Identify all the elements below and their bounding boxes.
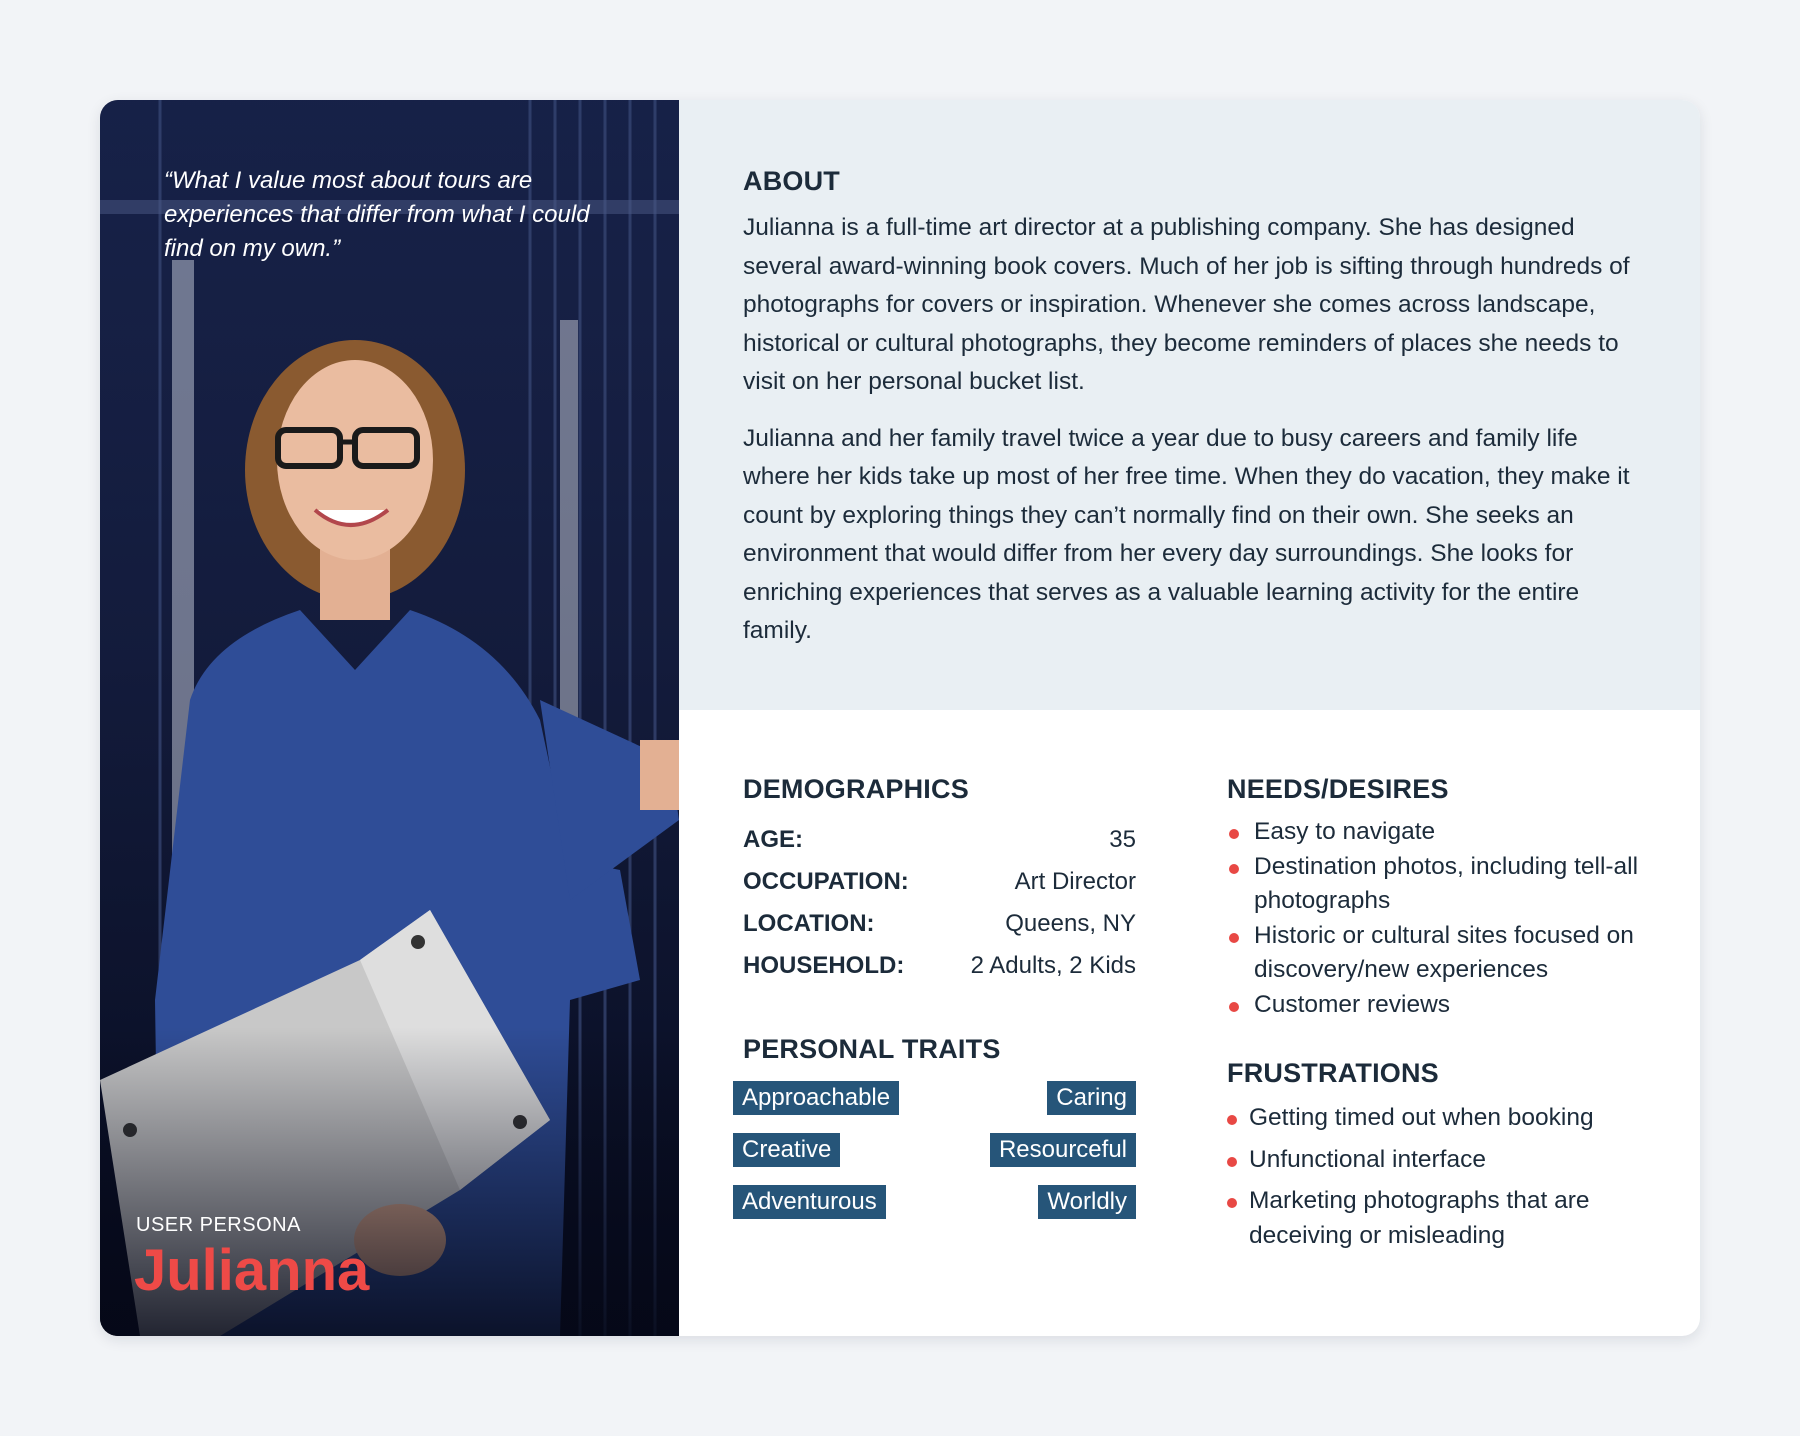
needs-desires-section <box>1227 774 1647 1022</box>
needs-list-item: Easy to navigate <box>1227 815 1647 850</box>
demographics-row-age <box>743 819 1136 861</box>
trait-tag: Caring <box>1047 1081 1136 1115</box>
demographics-value: 35 <box>1109 826 1136 853</box>
needs-list-item: Historic or cultural sites focused on discovery/new experiences <box>1227 919 1647 988</box>
needs-list-item: Customer reviews <box>1227 988 1647 1023</box>
needs-list-item: Destination photos, including tell-all photographs <box>1227 850 1647 919</box>
needs-desires-heading: NEEDS/DESIRES <box>1227 774 1449 804</box>
demographics-section <box>743 774 1136 987</box>
frustrations-section <box>1227 1058 1647 1260</box>
demographics-label: LOCATION: <box>743 910 875 937</box>
about-paragraph: Julianna is a full-time art director at a publishing company. She has designed several award-winning book covers. Much of her job is sifting through hundreds of photographs for covers or inspiration. Whenever she comes across landscape, historical or cultural photographs, they become reminders of places she needs to visit on her personal bucket list. <box>743 214 1630 395</box>
personal-traits-heading: PERSONAL TRAITS <box>743 1034 1001 1064</box>
frustrations-list-item: Marketing photographs that are deceiving or misleading <box>1227 1184 1647 1253</box>
demographics-heading: DEMOGRAPHICS <box>743 774 969 804</box>
trait-tag: Approachable <box>733 1081 899 1115</box>
trait-tag: Creative <box>733 1133 840 1167</box>
about-heading: ABOUT <box>743 166 840 196</box>
demographics-row-occupation <box>743 861 1136 903</box>
personal-traits-section <box>733 1034 1136 1219</box>
trait-tag: Adventurous <box>733 1185 886 1219</box>
frustrations-heading: FRUSTRATIONS <box>1227 1058 1439 1088</box>
persona-photo <box>100 100 679 1336</box>
demographics-label: HOUSEHOLD: <box>743 952 905 979</box>
persona-name: Julianna <box>134 1238 370 1303</box>
trait-tag: Worldly <box>1038 1185 1136 1219</box>
frustrations-list-item: Getting timed out when booking <box>1227 1101 1647 1136</box>
persona-quote: “What I value most about tours are experiences that differ from what I could find on my own.” <box>164 167 590 262</box>
about-paragraph: Julianna and her family travel twice a year due to busy careers and family life where her kids take up most of her free time. When they do vacation, they make it count by exploring things they can’t normally find on their own. She seeks an environment that would differ from her every day surroundings. She looks for enriching experiences that serves as a valuable learning activity for the entire family. <box>743 424 1630 644</box>
demographics-label: OCCUPATION: <box>743 868 909 895</box>
frustrations-list-item: Unfunctional interface <box>1227 1143 1647 1178</box>
demographics-value: Queens, NY <box>1005 910 1136 937</box>
demographics-value: Art Director <box>1014 868 1136 895</box>
demographics-row-household <box>743 945 1136 987</box>
demographics-label: AGE: <box>743 826 803 853</box>
trait-tag: Resourceful <box>990 1133 1136 1167</box>
about-section <box>679 100 1700 710</box>
persona-card <box>100 100 1700 1336</box>
demographics-value: 2 Adults, 2 Kids <box>970 952 1136 979</box>
persona-label: USER PERSONA <box>136 1214 301 1236</box>
demographics-row-location <box>743 903 1136 945</box>
persona-photo-panel <box>100 100 679 1336</box>
